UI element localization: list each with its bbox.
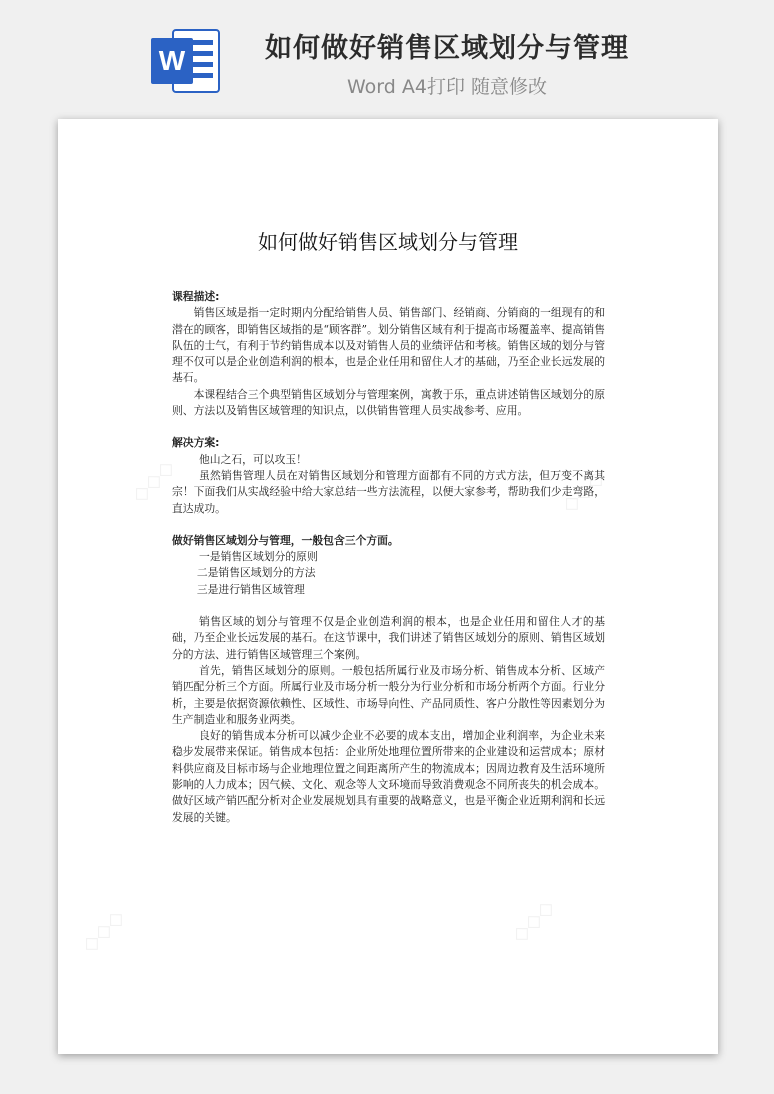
list-item: 一是销售区域划分的原则 bbox=[199, 550, 318, 564]
paragraph: 良好的销售成本分析可以减少企业不必要的成本支出，增加企业利润率，为企业未来稳步发展带来保证。销售成本包括：企业所处地理位置所带来的企业建设和运营成本；原材料供应商及目标市场与企业地理位置之间距离所产生的物流成本；因周边教育及生活环境所影响的人力成本；因气候、文化、观念等人文环境而导致消费观念不同所丧失的机会成本。做好区域产销匹配分析对企业发展规划具有重要的战略意义，也是平衡企业近期利润和长远发展的关键。 bbox=[172, 729, 605, 824]
watermark: ◇◇◇ bbox=[556, 464, 611, 519]
paragraph: 他山之石，可以攻玉！ bbox=[199, 452, 307, 466]
paragraph: 销售区域的划分与管理不仅是企业创造利润的根本，也是企业任用和留住人才的基础，乃至企业长远发展的基石。在这节课中，我们讲述了销售区域划分的原则、销售区域划分的方法、进行销售区域管理三个案例。 bbox=[172, 615, 605, 661]
word-icon bbox=[149, 24, 223, 98]
paragraph: 首先，销售区域划分的原则。一般包括所属行业及市场分析、销售成本分析、区域产销匹配分析三个方面。所属行业及市场分析一般分为行业分析和市场分析两个方面。行业分析，主要是依据资源依赖性、区域性、市场导向性、产品同质性、客户分散性等因素划分为生产制造业和服务业两类。 bbox=[172, 663, 605, 726]
list-item: 三是进行销售区域管理 bbox=[196, 582, 305, 596]
section-heading-solution: 解决方案: bbox=[172, 436, 220, 450]
document-page bbox=[58, 119, 718, 1054]
document-body bbox=[172, 289, 605, 826]
paragraph: 销售区域是指一定时期内分配给销售人员、销售部门、经销商、分销商的一组现有的和潜在的顾客，即销售区域指的是“顾客群”。划分销售区域有利于提高市场覆盖率、提高销售队伍的士气，有利于节约销售成本以及对销售人员的业绩评估和考核。销售区域的划分与管理不仅可以是企业创造利润的根本，也是企业任用和留住人才的基础，乃至企业长远发展的基石。 bbox=[172, 306, 605, 385]
watermark: ◇◇◇ bbox=[506, 894, 561, 949]
list-item: 二是销售区域划分的方法 bbox=[196, 566, 316, 580]
watermark: ◇◇◇ bbox=[76, 904, 131, 959]
section-heading-aspects: 做好销售区域划分与管理，一般包含三个方面。 bbox=[172, 533, 399, 547]
paragraph: 虽然销售管理人员在对销售区域划分和管理方面都有不同的方式方法，但万变不离其宗！下面我们从实战经验中给大家总结一些方法流程，以便大家参考，帮助我们少走弯路，直达成功。 bbox=[172, 468, 605, 515]
banner-title: 如何做好销售区域划分与管理 bbox=[265, 33, 629, 64]
document-title: 如何做好销售区域划分与管理 bbox=[258, 230, 518, 254]
watermark: ◇◇◇ bbox=[126, 454, 181, 509]
banner-subtitle: Word A4打印 随意修改 bbox=[346, 76, 547, 98]
svg-text:W: W bbox=[158, 45, 186, 76]
paragraph: 本课程结合三个典型销售区域划分与管理案例，寓教于乐，重点讲述销售区域划分的原则、方法以及销售区域管理的知识点，以供销售管理人员实战参考、应用。 bbox=[172, 387, 605, 418]
section-heading-description: 课程描述: bbox=[172, 290, 220, 303]
banner-header bbox=[0, 0, 774, 112]
